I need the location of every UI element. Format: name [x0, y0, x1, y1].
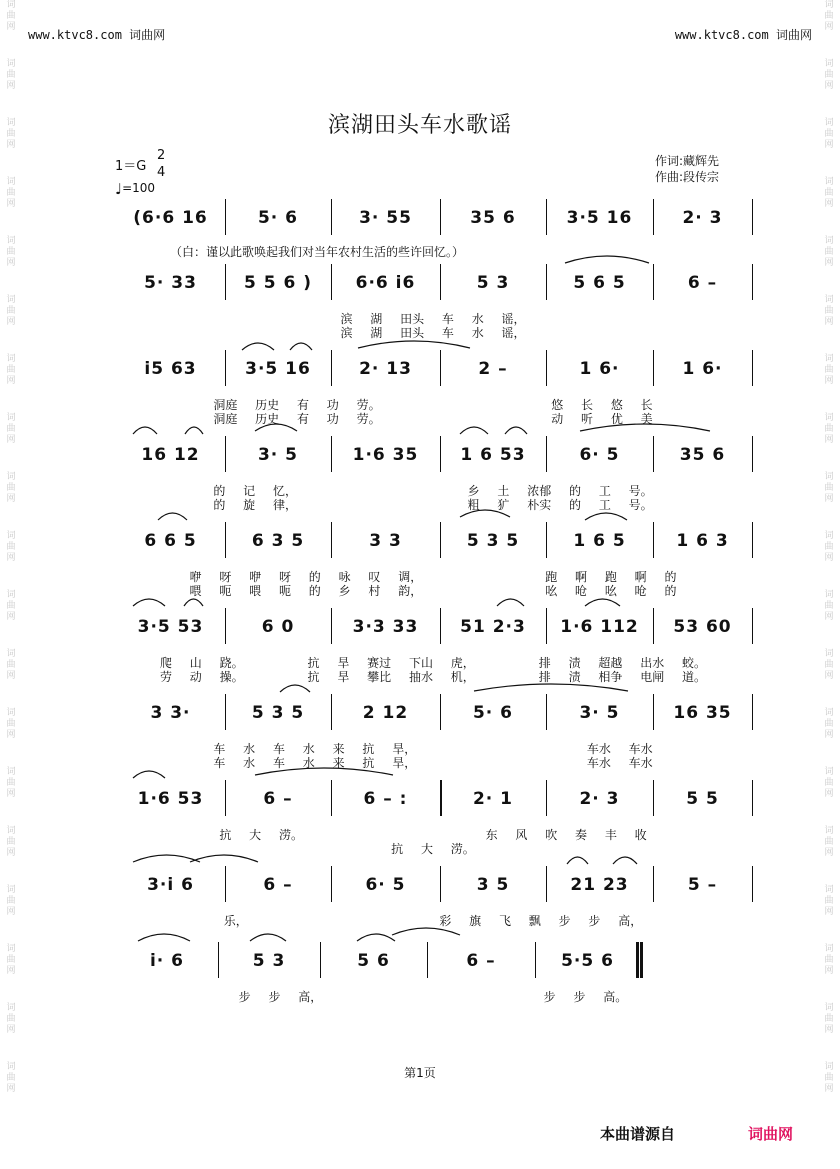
watermark-glyph: 曲	[824, 483, 834, 493]
lyric-line	[128, 754, 738, 771]
slur-mark	[505, 427, 527, 434]
lyric-segment: 动 听 优 美	[551, 412, 653, 426]
site-name: 词曲网	[775, 28, 812, 42]
lyric-segment: 车水 车水	[586, 742, 653, 756]
lyric-line	[128, 988, 738, 1005]
measure: 53 60	[673, 617, 732, 637]
watermark-glyph: 网	[824, 671, 834, 681]
meter-bottom: 4	[157, 165, 166, 180]
lyric-segment: 车水 车水	[586, 756, 653, 770]
spoken-note: （白：谨以此歌唤起我们对当年农村生活的些许回忆。）	[170, 245, 465, 259]
lyric-segment: 抗 旱 赛过 下山 虎，	[307, 656, 475, 670]
watermark-glyph: 曲	[6, 11, 16, 21]
watermark-glyph: 曲	[824, 778, 834, 788]
watermark-glyph: 词	[824, 413, 834, 423]
watermark-glyph: 曲	[824, 542, 834, 552]
lyric-segment: 乡 土 浓郁 的 工 号。	[467, 484, 653, 498]
lyric-segment: 喂 呃 喂 呃 的 乡 村 韵，	[189, 584, 423, 598]
measure: 1·6 53	[137, 789, 204, 809]
watermark-glyph: 网	[6, 907, 16, 917]
measure: 3·5 16	[566, 208, 633, 228]
measure: 5 –	[687, 875, 718, 895]
watermark-glyph: 曲	[824, 424, 834, 434]
watermark-glyph: 词	[824, 0, 834, 10]
page-number: 第1页	[404, 1066, 436, 1080]
watermark-glyph: 词	[6, 413, 16, 423]
watermark-glyph: 曲	[824, 601, 834, 611]
watermark-glyph: 网	[6, 730, 16, 740]
slur-mark	[460, 427, 488, 434]
measure: 6· 5	[579, 445, 620, 465]
measure: 5 5	[686, 789, 719, 809]
watermark-glyph: 曲	[6, 955, 16, 965]
watermark-glyph: 曲	[824, 955, 834, 965]
watermark-glyph: 网	[6, 140, 16, 150]
lyric-segment: 排 渍 超越 出水 蛟。	[538, 656, 707, 670]
measure: (6·6 16	[133, 208, 208, 228]
watermark-glyph: 词	[6, 826, 16, 836]
watermark-glyph: 词	[6, 767, 16, 777]
watermark-glyph: 网	[824, 612, 834, 622]
watermark-glyph: 曲	[6, 778, 16, 788]
watermark-glyph: 网	[824, 907, 834, 917]
watermark-glyph: 词	[6, 295, 16, 305]
composer: 作曲:段传宗	[655, 170, 720, 184]
measure: 2 12	[362, 703, 409, 723]
watermark-glyph: 词	[6, 177, 16, 187]
watermark-glyph: 曲	[824, 247, 834, 257]
watermark-glyph: 网	[6, 494, 16, 504]
watermark-glyph: 曲	[6, 483, 16, 493]
watermark-glyph: 曲	[6, 896, 16, 906]
lyric-line	[128, 324, 738, 341]
lyric-segment: 劳 动 操。	[159, 670, 244, 684]
lyric-segment: 的 记 忆，	[213, 484, 297, 498]
watermark-glyph: 网	[824, 81, 834, 91]
slur-mark	[613, 857, 637, 864]
lyric-segment: 的 旋 律，	[213, 498, 297, 512]
watermark-glyph: 词	[6, 0, 16, 10]
slur-mark	[280, 685, 310, 692]
slur-mark	[133, 427, 157, 434]
lyric-segment: 排 渍 相争 电闸 道。	[538, 670, 707, 684]
lyric-segment: 吆 呛 吆 呛 的	[545, 584, 677, 598]
measure: 3 3	[369, 531, 402, 551]
lyricist: 作词:藏辉先	[655, 154, 720, 168]
meter-top: 2	[157, 148, 166, 163]
watermark-glyph: 网	[6, 966, 16, 976]
slur-mark	[565, 256, 649, 263]
measure: 5 6	[357, 951, 390, 971]
lyric-segment: 咿 呀 咿 呀 的 咏 叹 调，	[189, 570, 423, 584]
watermark-glyph: 曲	[824, 306, 834, 316]
measure: 3 3·	[150, 703, 191, 723]
watermark-glyph: 曲	[6, 601, 16, 611]
watermark-glyph: 词	[6, 531, 16, 541]
watermark-glyph: 词	[824, 118, 834, 128]
watermark-glyph: 曲	[6, 70, 16, 80]
measure: 6· 5	[365, 875, 406, 895]
watermark-glyph: 曲	[6, 247, 16, 257]
watermark-glyph: 网	[824, 1084, 834, 1094]
lyric-segment: 乐，	[223, 914, 248, 928]
watermark-glyph: 网	[6, 376, 16, 386]
watermark-glyph: 词	[6, 1003, 16, 1013]
watermark-glyph: 网	[6, 435, 16, 445]
measure: 1 6 3	[676, 531, 729, 551]
measure: 2· 3	[579, 789, 620, 809]
lyric-line	[128, 496, 738, 513]
measure: 1·6 35	[352, 445, 419, 465]
watermark-glyph: 网	[824, 730, 834, 740]
slur-mark	[585, 513, 627, 520]
watermark-glyph: 词	[824, 590, 834, 600]
lyric-segment: 滨 湖 田头 车 水 谣，	[340, 312, 526, 326]
slur-mark	[358, 341, 470, 348]
watermark-glyph: 曲	[824, 837, 834, 847]
watermark-glyph: 曲	[6, 188, 16, 198]
song-title: 滨湖田头车水歌谣	[327, 113, 512, 138]
watermark-glyph: 曲	[824, 660, 834, 670]
watermark-glyph: 网	[824, 966, 834, 976]
watermark-glyph: 词	[824, 708, 834, 718]
slur-mark	[474, 684, 628, 691]
measure: 3· 5	[579, 703, 620, 723]
watermark-glyph: 曲	[824, 70, 834, 80]
measure: 5· 33	[144, 273, 197, 293]
watermark-glyph: 词	[6, 1062, 16, 1072]
watermark-glyph: 词	[6, 354, 16, 364]
watermark-glyph: 网	[824, 553, 834, 563]
watermark-glyph: 曲	[6, 365, 16, 375]
watermark-glyph: 网	[824, 848, 834, 858]
slur-mark	[242, 343, 274, 350]
measure: 3· 55	[359, 208, 412, 228]
watermark-glyph: 曲	[6, 542, 16, 552]
slur-mark	[158, 513, 187, 520]
measure: 6 –	[263, 789, 293, 809]
slur-mark	[585, 599, 620, 606]
watermark-glyph: 词	[824, 649, 834, 659]
watermark-glyph: 网	[6, 258, 16, 268]
watermark-glyph: 曲	[824, 188, 834, 198]
lyric-line	[128, 840, 738, 857]
measure: 51 2·3	[460, 617, 526, 637]
lyric-segment: 步 步 高。	[543, 990, 628, 1004]
measure: 6 6 5	[144, 531, 197, 551]
lyric-segment: 车 水 车 水 来 抗 旱，	[213, 742, 417, 756]
measure: 1 6·	[579, 359, 620, 379]
watermark-glyph: 曲	[6, 306, 16, 316]
slur-mark	[497, 599, 524, 606]
watermark-glyph: 词	[824, 531, 834, 541]
slur-mark	[567, 857, 588, 864]
watermark-glyph: 网	[824, 435, 834, 445]
measure: 5 5 6 )	[243, 273, 312, 293]
key-signature: 1＝G	[115, 159, 147, 174]
watermark-glyph: 网	[6, 22, 16, 32]
measure: 3·5 16	[245, 359, 311, 379]
watermark-glyph: 词	[824, 944, 834, 954]
watermark-glyph: 词	[824, 1003, 834, 1013]
watermark-glyph: 曲	[6, 129, 16, 139]
lyric-segment: 粗 犷 朴实 的 工 号。	[467, 498, 653, 512]
quarter-note-icon: ♩	[115, 180, 123, 198]
watermark-glyph: 网	[6, 612, 16, 622]
watermark-glyph: 网	[824, 258, 834, 268]
brand-link[interactable]: 词曲网	[748, 1125, 794, 1143]
measure: i· 6	[149, 951, 185, 971]
lyric-segment: 东 风 吹 奏 丰 收	[485, 828, 647, 842]
watermark-glyph: 词	[6, 885, 16, 895]
measure: 6·6 i6	[355, 273, 416, 293]
measure: 1·6 112	[560, 617, 639, 637]
watermark-glyph: 词	[6, 944, 16, 954]
measure: 3·5 53	[137, 617, 204, 637]
watermark-glyph: 曲	[824, 719, 834, 729]
measure: 5·5 6	[561, 951, 614, 971]
watermark-glyph: 曲	[824, 1073, 834, 1083]
measure: 16 35	[673, 703, 732, 723]
measure: 21 23	[570, 875, 629, 895]
watermark-glyph: 词	[824, 354, 834, 364]
measure: 35 6	[679, 445, 726, 465]
watermark-glyph: 曲	[6, 660, 16, 670]
watermark-glyph: 网	[6, 671, 16, 681]
watermark-glyph: 词	[824, 1062, 834, 1072]
watermark-glyph: 词	[6, 590, 16, 600]
slur-mark	[138, 934, 190, 941]
watermark-glyph: 词	[824, 885, 834, 895]
measure: 2· 13	[359, 359, 412, 379]
lyric-segment: 爬 山 跷。	[159, 656, 244, 670]
watermark-glyph: 网	[6, 81, 16, 91]
lyric-segment: 步 步 高，	[238, 990, 323, 1004]
measure: 3· 5	[257, 445, 299, 465]
measure: 1 6·	[682, 359, 723, 379]
lyric-segment: 抗 旱 攀比 抽水 机，	[307, 670, 475, 684]
watermark-glyph: 网	[824, 376, 834, 386]
slur-mark	[250, 934, 286, 941]
watermark-glyph: 词	[824, 177, 834, 187]
watermark-glyph: 词	[6, 59, 16, 69]
measure: 2· 3	[682, 208, 723, 228]
measure: 6 –	[466, 951, 496, 971]
watermark-glyph: 曲	[6, 719, 16, 729]
measure: 5· 6	[472, 703, 514, 723]
measure: 5 3 5	[466, 531, 520, 551]
slur-mark	[357, 934, 395, 941]
lyric-line	[128, 912, 738, 929]
lyric-segment: 洞庭 历史 有 功 劳。	[213, 412, 381, 426]
watermark-glyph: 网	[824, 140, 834, 150]
watermark-glyph: 网	[824, 22, 834, 32]
measure: 6 – :	[363, 789, 408, 809]
lyric-segment: 洞庭 历史 有 功 劳。	[213, 398, 381, 412]
tempo-value: =100	[122, 181, 156, 195]
lyric-line	[128, 668, 738, 685]
measure: 6 3 5	[251, 531, 305, 551]
watermark-glyph: 曲	[6, 1073, 16, 1083]
watermark-glyph: 词	[824, 826, 834, 836]
watermark-glyph: 曲	[6, 424, 16, 434]
slur-mark	[290, 343, 312, 350]
watermark-glyph: 曲	[824, 1014, 834, 1024]
measure: 5 3 5	[251, 703, 305, 723]
lyric-segment: 抗 大 涝。	[391, 842, 475, 856]
watermark-glyph: 词	[6, 236, 16, 246]
measure: 5 6 5	[573, 273, 626, 293]
watermark-glyph: 词	[6, 472, 16, 482]
measure: 35 6	[470, 208, 516, 228]
measure: 5· 6	[257, 208, 299, 228]
measure: 1 6 53	[460, 445, 526, 465]
watermark-glyph: 网	[824, 199, 834, 209]
slur-mark	[184, 599, 203, 606]
source-label: 本曲谱源自	[600, 1125, 676, 1143]
watermark-glyph: 网	[6, 553, 16, 563]
measure: 2· 1	[472, 789, 514, 809]
slur-mark	[133, 599, 165, 606]
watermark-glyph: 词	[824, 236, 834, 246]
lyric-segment: 车 水 车 水 来 抗 旱，	[213, 756, 417, 770]
site-url[interactable]: www.ktvc8.com	[28, 28, 122, 42]
measure: 5 3	[252, 951, 286, 971]
measure: i5 63	[144, 359, 197, 379]
watermark-glyph: 网	[824, 789, 834, 799]
lyric-line	[128, 410, 738, 427]
watermark-glyph: 网	[824, 494, 834, 504]
watermark-glyph: 网	[824, 317, 834, 327]
watermark-glyph: 词	[824, 767, 834, 777]
lyric-segment: 跑 啊 跑 啊 的	[545, 570, 677, 584]
lyric-line	[128, 582, 738, 599]
watermark-glyph: 网	[6, 317, 16, 327]
measure: 2 –	[478, 359, 508, 379]
measure: 6 –	[263, 875, 293, 895]
lyric-segment: 悠 长 悠 长	[551, 398, 653, 412]
site-url[interactable]: www.ktvc8.com	[674, 28, 769, 42]
slur-mark	[185, 427, 203, 434]
watermark-glyph: 词	[6, 708, 16, 718]
lyric-segment: 抗 大 涝。	[219, 828, 303, 842]
watermark-glyph: 词	[824, 59, 834, 69]
lyric-segment: 滨 湖 田头 车 水 谣，	[340, 326, 526, 340]
measure: 3·3 33	[352, 617, 419, 637]
watermark-glyph: 网	[6, 199, 16, 209]
watermark-glyph: 词	[824, 472, 834, 482]
lyric-segment: 彩 旗 飞 飘 步 步 高，	[439, 914, 643, 928]
watermark-glyph: 词	[824, 295, 834, 305]
watermark-glyph: 网	[824, 1025, 834, 1035]
slur-mark	[133, 771, 165, 778]
watermark-glyph: 曲	[6, 837, 16, 847]
watermark-glyph: 曲	[824, 129, 834, 139]
measure: 5 3	[476, 273, 510, 293]
measure: 1 6 5	[573, 531, 626, 551]
measure: 3·i 6	[147, 875, 194, 895]
watermark-glyph: 词	[6, 649, 16, 659]
slur-mark	[392, 928, 460, 935]
measure: 3 5	[476, 875, 510, 895]
measure: 16 12	[141, 445, 200, 465]
watermark-glyph: 网	[6, 789, 16, 799]
watermark-glyph: 曲	[824, 11, 834, 21]
watermark-glyph: 词	[6, 118, 16, 128]
watermark-glyph: 曲	[824, 365, 834, 375]
watermark-glyph: 网	[6, 848, 16, 858]
watermark-glyph: 网	[6, 1084, 16, 1094]
watermark-glyph: 曲	[824, 896, 834, 906]
measure: 6 –	[687, 273, 718, 293]
measure: 6 0	[261, 617, 295, 637]
watermark-glyph: 网	[6, 1025, 16, 1035]
site-name: 词曲网	[129, 28, 166, 42]
watermark-glyph: 曲	[6, 1014, 16, 1024]
